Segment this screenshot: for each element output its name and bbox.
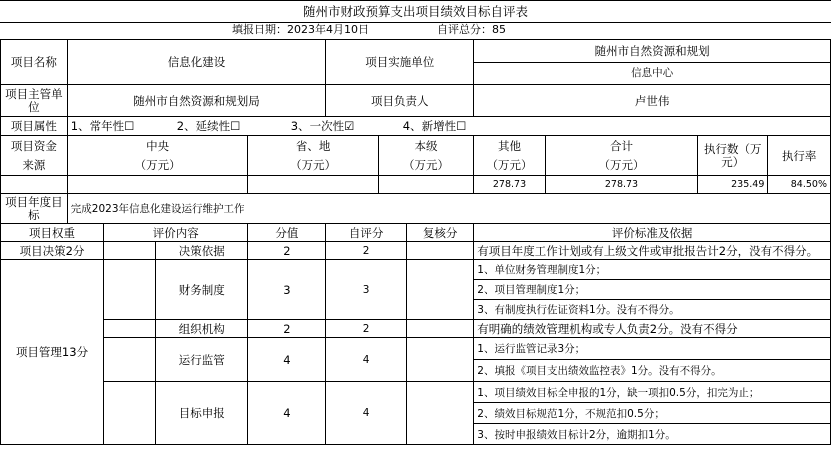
row-criteria-line: 1、单位财务管理制度1分； bbox=[474, 260, 831, 280]
header-content: 评价内容 bbox=[104, 224, 248, 242]
row-criteria-line: 3、按时申报绩效目标计2分，逾期扣1分。 bbox=[474, 424, 831, 445]
attr-option-4: 4、新增性☐ bbox=[402, 119, 467, 133]
attr-options bbox=[67, 117, 830, 136]
attr-option-1: 1、常年性☐ bbox=[70, 119, 135, 133]
attr-option-2: 2、延续性☐ bbox=[176, 119, 241, 133]
responsible-value: 卢世伟 bbox=[474, 85, 831, 117]
row-criteria: 有明确的绩效管理机构或专人负责2分。没有不得分 bbox=[474, 320, 831, 338]
row-score: 4 bbox=[248, 338, 326, 382]
exec-amount-label: 执行数（万元） bbox=[698, 136, 768, 176]
fund-total-value: 278.73 bbox=[545, 176, 697, 194]
finance-spacer bbox=[104, 260, 156, 320]
row-review bbox=[406, 260, 473, 320]
decision-group-label: 项目决策2分 bbox=[1, 242, 104, 260]
decision-spacer bbox=[104, 242, 156, 260]
row-review bbox=[406, 242, 473, 260]
impl-unit-line2: 信息中心 bbox=[631, 67, 674, 79]
row-score: 2 bbox=[248, 320, 326, 338]
sheet-title: 随州市财政预算支出项目绩效目标自评表 bbox=[0, 0, 831, 23]
row-content: 决策依据 bbox=[156, 242, 248, 260]
row-self-score: 4 bbox=[326, 338, 407, 382]
row-content: 组织机构 bbox=[156, 320, 248, 338]
fund-central-name: 中央 bbox=[67, 136, 248, 156]
row-criteria-line: 2、绩效目标规范1分，不规范扣0.5分； bbox=[474, 403, 831, 424]
fund-local-unit: （万元） bbox=[378, 156, 473, 176]
fund-value-label-cell bbox=[1, 176, 68, 194]
responsible-label: 项目负责人 bbox=[326, 85, 474, 117]
fund-central-unit: （万元） bbox=[67, 156, 248, 176]
row-score: 2 bbox=[248, 242, 326, 260]
supervisor-label: 项目主管单位 bbox=[1, 85, 68, 117]
row-criteria-line: 1、项目绩效目标全申报的1分，缺一项扣0.5分，扣完为止； bbox=[474, 382, 831, 403]
goal-spacer bbox=[104, 382, 156, 445]
row-content: 目标申报 bbox=[156, 382, 248, 445]
project-name-label: 项目名称 bbox=[1, 40, 68, 85]
total-score: 自评总分：85 bbox=[437, 23, 506, 36]
fund-local-name: 本级 bbox=[378, 136, 473, 156]
header-self-score: 自评分 bbox=[326, 224, 407, 242]
row-content: 财务制度 bbox=[156, 260, 248, 320]
org-spacer bbox=[104, 320, 156, 338]
evaluation-table bbox=[0, 39, 831, 445]
management-group-label: 项目管理13分 bbox=[1, 260, 104, 445]
fund-other-value: 278.73 bbox=[474, 176, 546, 194]
fund-total-unit: （万元） bbox=[545, 156, 697, 176]
row-criteria-line: 1、运行监管记录3分； bbox=[474, 338, 831, 360]
annual-goal-value: 完成2023年信息化建设运行维护工作 bbox=[67, 194, 830, 224]
exec-rate-value: 84.50% bbox=[768, 176, 831, 194]
row-criteria-line: 3、有制度执行佐证资料1分。没有不得分。 bbox=[474, 300, 831, 320]
header-review: 复核分 bbox=[406, 224, 473, 242]
row-review bbox=[406, 382, 473, 445]
header-criteria: 评价标准及依据 bbox=[474, 224, 831, 242]
exec-amount-value: 235.49 bbox=[698, 176, 768, 194]
attr-option-3: 3、一次性☑ bbox=[290, 119, 355, 133]
impl-unit-value bbox=[474, 40, 831, 85]
row-self-score: 2 bbox=[326, 242, 407, 260]
row-self-score: 4 bbox=[326, 382, 407, 445]
fund-label-2: 来源 bbox=[1, 156, 68, 176]
fund-other-unit: （万元） bbox=[474, 156, 546, 176]
fill-date: 填报日期：2023年4月10日 bbox=[232, 23, 369, 36]
fund-local-value bbox=[378, 176, 473, 194]
row-review bbox=[406, 338, 473, 382]
supervisor-value: 随州市自然资源和规划局 bbox=[67, 85, 325, 117]
fund-total-name: 合计 bbox=[545, 136, 697, 156]
impl-unit-label: 项目实施单位 bbox=[326, 40, 474, 85]
exec-rate-label: 执行率 bbox=[768, 136, 831, 176]
header-score: 分值 bbox=[248, 224, 326, 242]
project-name-value: 信息化建设 bbox=[67, 40, 325, 85]
supervise-spacer bbox=[104, 338, 156, 382]
impl-unit-line1: 随州市自然资源和规划 bbox=[474, 40, 830, 63]
row-review bbox=[406, 320, 473, 338]
row-score: 4 bbox=[248, 382, 326, 445]
fund-other-name: 其他 bbox=[474, 136, 546, 156]
row-criteria-line: 2、填报《项目支出绩效监控表》1分。没有不得分。 bbox=[474, 360, 831, 382]
row-criteria: 有项目年度工作计划或有上级文件或审批报告计2分，没有不得分。 bbox=[474, 242, 831, 260]
row-score: 3 bbox=[248, 260, 326, 320]
row-criteria-line: 2、项目管理制度1分； bbox=[474, 280, 831, 300]
sheet-subheader bbox=[0, 21, 831, 39]
row-self-score: 3 bbox=[326, 260, 407, 320]
fund-province-unit: （万元） bbox=[248, 156, 378, 176]
row-self-score: 2 bbox=[326, 320, 407, 338]
fund-central-value bbox=[67, 176, 248, 194]
fund-label-1: 项目资金 bbox=[1, 136, 68, 156]
header-weight: 项目权重 bbox=[1, 224, 104, 242]
fund-province-value bbox=[248, 176, 378, 194]
attr-label: 项目属性 bbox=[1, 117, 68, 136]
fund-province-name: 省、地 bbox=[248, 136, 378, 156]
annual-goal-label: 项目年度目标 bbox=[1, 194, 68, 224]
row-content: 运行监管 bbox=[156, 338, 248, 382]
